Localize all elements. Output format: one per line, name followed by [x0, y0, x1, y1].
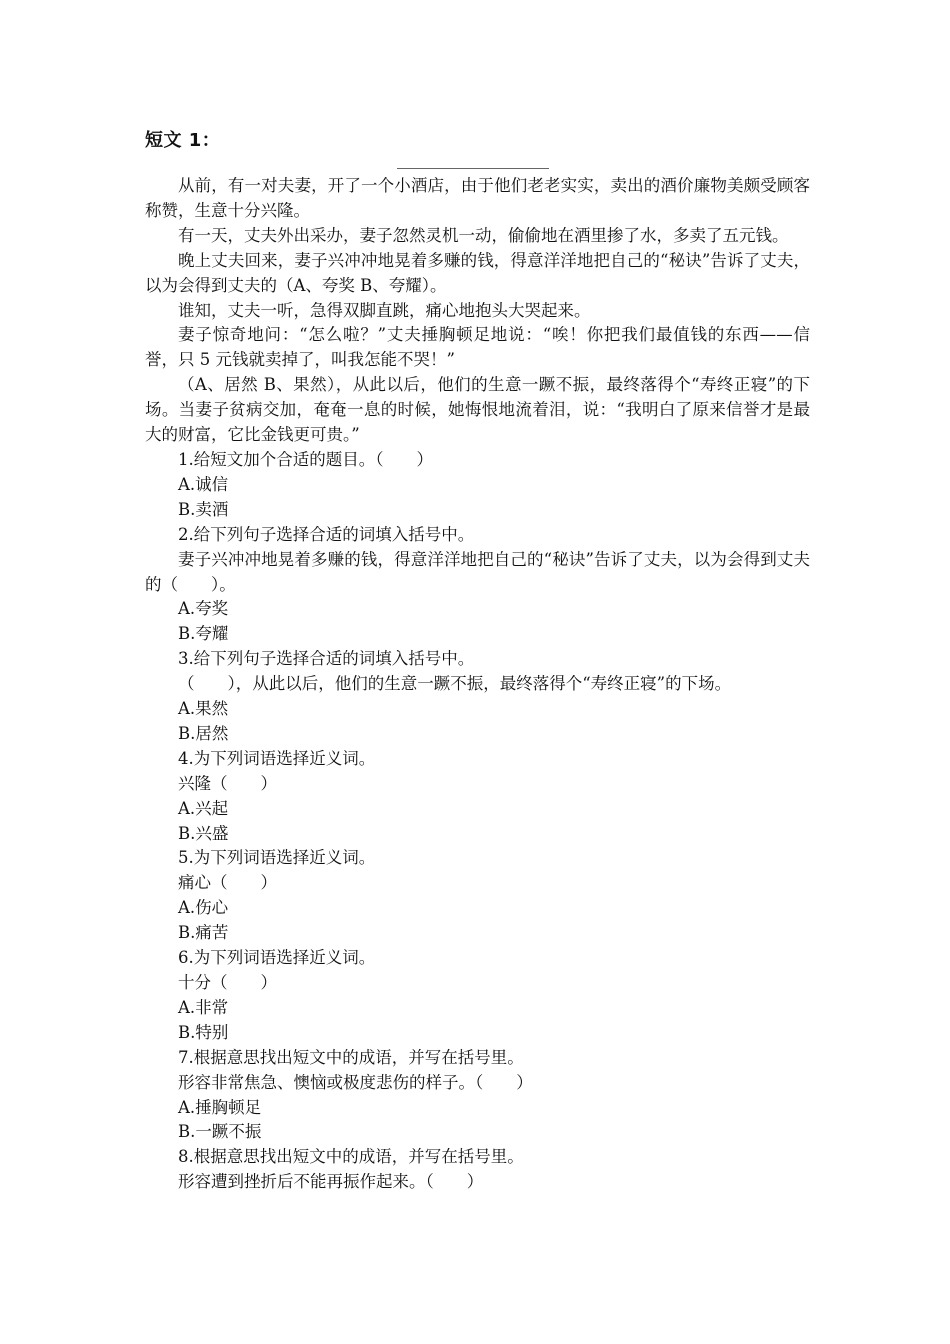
title-divider: [397, 168, 549, 169]
question-4: [145, 747, 810, 847]
option-a: A.非常: [178, 997, 229, 1017]
question-prompt: 5.为下列词语选择近义词。: [178, 848, 376, 868]
question-2: [145, 523, 810, 648]
question-1: [145, 448, 810, 523]
passage-paragraph: （A、居然 B、果然），从此以后，他们的生意一蹶不振，最终落得个“寿终正寝”的下场。当妻子贫病交加，奄奄一息的时候，她悔恨地流着泪，说：“我明白了原来信誉才是最大的财富，它比金钱更可贵。”: [145, 375, 810, 445]
question-prompt: 3.给下列句子选择合适的词填入括号中。: [178, 649, 475, 669]
option-b: B.一蹶不振: [178, 1122, 262, 1142]
question-5: [145, 846, 810, 946]
option-a: A.诚信: [178, 474, 229, 494]
passage: [145, 174, 810, 448]
option-a: A.伤心: [178, 898, 229, 918]
passage-paragraph: 晚上丈夫回来，妻子兴冲冲地晃着多赚的钱，得意洋洋地把自己的“秘诀”告诉了丈夫，以为会得到丈夫的（A、夸奖 B、夸耀）。: [145, 250, 810, 295]
option-a: A.兴起: [178, 798, 229, 818]
option-a: A.夸奖: [178, 599, 229, 619]
question-7: [145, 1046, 810, 1146]
question-sentence: 痛心（ ）: [178, 873, 277, 893]
option-b: B.卖酒: [178, 499, 229, 519]
question-sentence: 兴隆（ ）: [178, 773, 277, 793]
question-sentence: 妻子兴冲冲地晃着多赚的钱，得意洋洋地把自己的“秘诀”告诉了丈夫，以为会得到丈夫的（ ）。: [145, 549, 810, 594]
option-b: B.夸耀: [178, 624, 229, 644]
option-b: B.痛苦: [178, 923, 229, 943]
option-b: B.特别: [178, 1022, 229, 1042]
option-b: B.兴盛: [178, 823, 229, 843]
question-prompt: 1.给短文加个合适的题目。（ ）: [178, 449, 433, 469]
document-body: [145, 174, 810, 1195]
question-sentence: 形容遭到挫折后不能再振作起来。（ ）: [178, 1172, 484, 1192]
document-title: 短文 1：: [145, 130, 221, 151]
question-sentence: 形容非常焦急、懊恼或极度悲伤的样子。（ ）: [178, 1072, 533, 1092]
question-prompt: 7.根据意思找出短文中的成语，并写在括号里。: [178, 1047, 524, 1067]
question-prompt: 2.给下列句子选择合适的词填入括号中。: [178, 524, 475, 544]
passage-paragraph: 有一天，丈夫外出采办，妻子忽然灵机一动，偷偷地在酒里掺了水，多卖了五元钱。: [178, 225, 789, 245]
option-a: A.捶胸顿足: [178, 1097, 262, 1117]
questions: [145, 448, 810, 1195]
question-prompt: 8.根据意思找出短文中的成语，并写在括号里。: [178, 1147, 524, 1167]
passage-paragraph: 谁知，丈夫一听，急得双脚直跳，痛心地抱头大哭起来。: [178, 300, 591, 320]
question-3: [145, 647, 810, 747]
passage-paragraph: 从前，有一对夫妻，开了一个小酒店，由于他们老老实实，卖出的酒价廉物美颇受顾客称赞，生意十分兴隆。: [145, 176, 810, 220]
option-a: A.果然: [178, 699, 229, 719]
option-b: B.居然: [178, 723, 229, 743]
question-sentence: 十分（ ）: [178, 973, 277, 992]
passage-paragraph: 妻子惊奇地问：“怎么啦？”丈夫捶胸顿足地说：“唉！你把我们最值钱的东西——信誉，只 5 元钱就卖掉了，叫我怎能不哭！”: [145, 325, 810, 370]
question-8: [145, 1145, 810, 1195]
question-6: [145, 946, 810, 1046]
question-sentence: （ ），从此以后，他们的生意一蹶不振，最终落得个“寿终正寝”的下场。: [178, 674, 732, 694]
question-prompt: 6.为下列词语选择近义词。: [178, 948, 376, 968]
question-prompt: 4.为下列词语选择近义词。: [178, 748, 376, 768]
